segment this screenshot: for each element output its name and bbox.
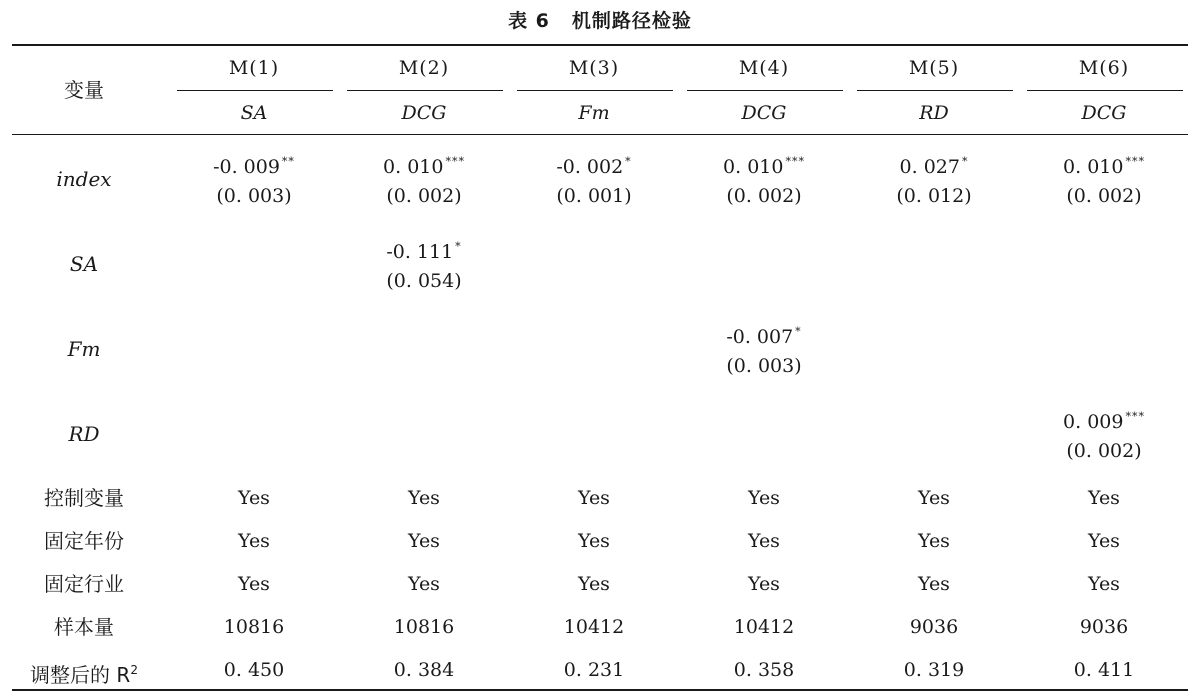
variable-label: index: [56, 167, 112, 191]
coefficient-value: -0. 002: [556, 156, 624, 178]
summary-value: Yes: [1088, 487, 1120, 509]
summary-value: 10412: [733, 616, 795, 638]
summary-value: Yes: [918, 487, 950, 509]
model-subrule: [1027, 90, 1183, 91]
significance-stars: *: [455, 240, 462, 253]
standard-error: (0. 012): [896, 185, 972, 207]
model-subrule: [687, 90, 843, 91]
coefficient-value: 0. 009: [1063, 411, 1124, 433]
model-subrule: [517, 90, 673, 91]
summary-value: Yes: [578, 487, 610, 509]
coefficient: [1024, 150, 1184, 179]
summary-value: Yes: [1088, 573, 1120, 595]
coefficient-value: 0. 010: [383, 156, 444, 178]
summary-label-text: 调整后的 R: [30, 663, 131, 687]
summary-value: 0. 231: [563, 659, 625, 681]
summary-value: 10412: [563, 616, 625, 638]
significance-stars: *: [961, 155, 969, 168]
standard-error: (0. 002): [1066, 185, 1142, 207]
summary-value: 0. 411: [1073, 659, 1135, 681]
summary-row-label: 固定年份: [44, 529, 124, 553]
model-label: M(6): [1078, 57, 1130, 79]
summary-value: Yes: [578, 573, 610, 595]
standard-error: (0. 002): [1066, 440, 1142, 462]
dependent-variable: SA: [240, 102, 268, 124]
summary-row-label: 控制变量: [44, 486, 124, 510]
summary-value: Yes: [748, 530, 780, 552]
coefficient: [854, 150, 1014, 179]
summary-row-label: [12, 658, 156, 687]
coefficient: [1024, 405, 1184, 434]
summary-value: 0. 358: [733, 659, 795, 681]
r-squared-superscript: 2: [130, 663, 138, 677]
coefficient: [684, 150, 844, 179]
summary-value: Yes: [748, 573, 780, 595]
model-label: M(3): [568, 57, 620, 79]
significance-stars: *: [795, 325, 802, 338]
dependent-variable: RD: [919, 102, 949, 124]
table-title: [0, 6, 1200, 33]
standard-error: (0. 003): [216, 185, 292, 207]
summary-value: Yes: [408, 573, 440, 595]
standard-error: (0. 054): [386, 270, 462, 292]
coefficient-value: -0. 007: [726, 326, 794, 348]
summary-value: Yes: [238, 530, 270, 552]
summary-value: 9036: [909, 616, 959, 638]
coefficient: [174, 150, 334, 179]
coefficient-value: -0. 009: [213, 156, 280, 178]
table-number: 表 6: [508, 10, 550, 32]
standard-error: (0. 002): [726, 185, 802, 207]
standard-error: (0. 001): [556, 185, 632, 207]
standard-error: (0. 003): [726, 355, 802, 377]
summary-value: Yes: [408, 487, 440, 509]
summary-value: Yes: [748, 487, 780, 509]
significance-stars: ***: [785, 155, 805, 168]
model-label: M(1): [228, 57, 280, 79]
bottom-rule: [12, 689, 1188, 691]
coefficient-value: 0. 010: [723, 156, 784, 178]
summary-value: Yes: [578, 530, 610, 552]
summary-row-label: 样本量: [54, 615, 114, 639]
summary-value: Yes: [238, 487, 270, 509]
dependent-variable: DCG: [1081, 102, 1127, 124]
variable-label: RD: [68, 422, 100, 446]
summary-value: Yes: [1088, 530, 1120, 552]
model-label: M(4): [738, 57, 790, 79]
variable-label: Fm: [67, 337, 101, 361]
significance-stars: *: [625, 155, 632, 168]
coefficient: [514, 150, 674, 179]
summary-value: 10816: [223, 616, 285, 638]
significance-stars: ***: [1125, 410, 1145, 423]
summary-value: Yes: [408, 530, 440, 552]
model-label: M(2): [398, 57, 450, 79]
header-variable-label: 变量: [64, 78, 104, 102]
model-subrule: [857, 90, 1013, 91]
summary-value: 9036: [1079, 616, 1129, 638]
summary-row-label: 固定行业: [44, 572, 124, 596]
coefficient-value: 0. 027: [899, 156, 960, 178]
coefficient: [344, 150, 504, 179]
standard-error: (0. 002): [386, 185, 462, 207]
summary-value: Yes: [238, 573, 270, 595]
summary-value: 0. 450: [223, 659, 285, 681]
coefficient-value: -0. 111: [386, 241, 454, 263]
top-rule: [12, 44, 1188, 46]
header-bottom-rule: [12, 134, 1188, 135]
significance-stars: ***: [1125, 155, 1145, 168]
variable-label: SA: [69, 252, 99, 276]
summary-value: 0. 319: [903, 659, 965, 681]
coefficient: [344, 235, 504, 264]
model-subrule: [177, 90, 333, 91]
summary-value: Yes: [918, 573, 950, 595]
summary-value: 10816: [393, 616, 455, 638]
summary-value: Yes: [918, 530, 950, 552]
dependent-variable: DCG: [741, 102, 787, 124]
coefficient-value: 0. 010: [1063, 156, 1124, 178]
model-label: M(5): [908, 57, 960, 79]
coefficient: [684, 320, 844, 349]
dependent-variable: Fm: [578, 102, 610, 124]
significance-stars: ***: [445, 155, 465, 168]
significance-stars: **: [281, 155, 295, 168]
model-subrule: [347, 90, 503, 91]
dependent-variable: DCG: [401, 102, 447, 124]
table-caption: 机制路径检验: [571, 10, 692, 32]
summary-value: 0. 384: [393, 659, 455, 681]
